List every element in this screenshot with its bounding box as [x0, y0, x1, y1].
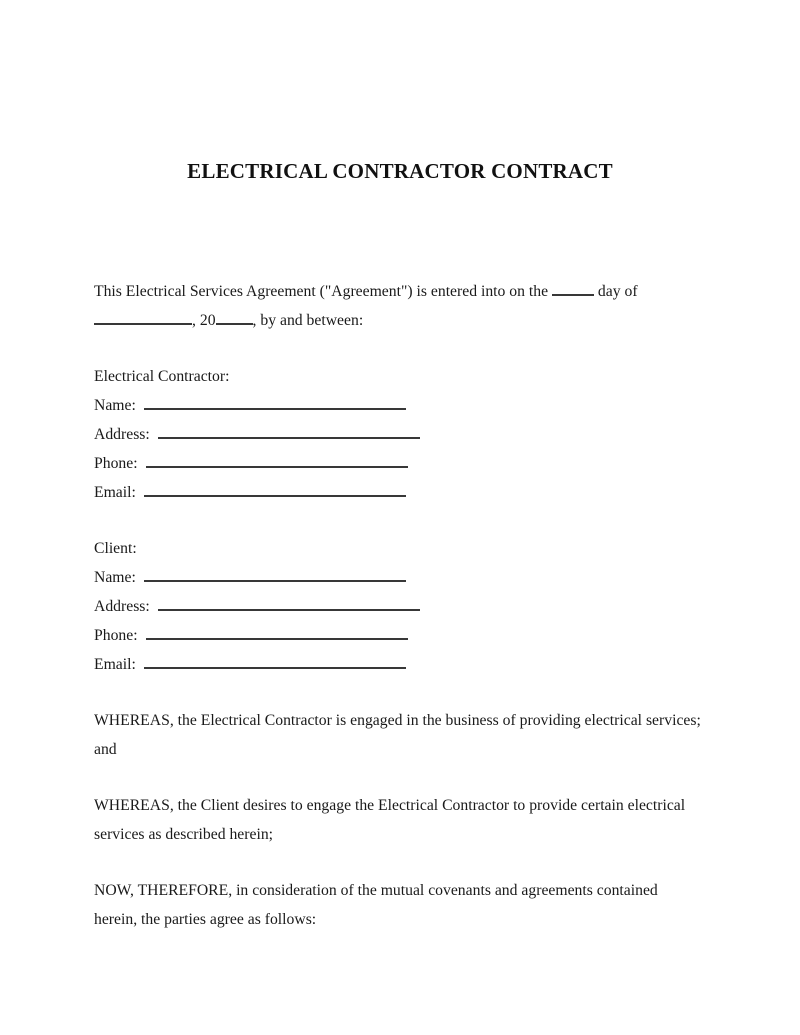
field-row [94, 563, 706, 592]
contractor-name-blank-line[interactable] [144, 396, 406, 410]
field-row [94, 391, 706, 420]
whereas-paragraph-2 [94, 791, 706, 849]
paragraph-line: and [94, 741, 117, 758]
paragraph-line: WHEREAS, the Client desires to engage the Electrical Contractor to provide certain electrical [94, 797, 686, 814]
contractor-section-heading: Electrical Contractor: [94, 368, 230, 385]
field-label: Email: [94, 656, 136, 673]
intro-paragraph [94, 277, 706, 335]
month-blank-line[interactable] [94, 311, 192, 325]
day-blank-line[interactable] [552, 282, 594, 296]
client-name-blank-line[interactable] [144, 568, 406, 582]
paragraph-line: NOW, THEREFORE, in consideration of the mutual covenants and agreements contained [94, 882, 658, 899]
client-address-blank-line[interactable] [158, 597, 420, 611]
field-label: Name: [94, 569, 136, 586]
field-row [94, 592, 706, 621]
intro-text-3: , 20 [192, 312, 216, 329]
paragraph-line: services as described herein; [94, 826, 274, 843]
intro-text-4: , by and between: [252, 312, 364, 329]
field-row [94, 478, 706, 507]
client-email-blank-line[interactable] [144, 655, 406, 669]
whereas-paragraph-1 [94, 706, 706, 764]
field-label: Email: [94, 484, 136, 501]
intro-text-1: This Electrical Services Agreement ("Agreement") is entered into on the [94, 283, 549, 300]
document-title: ELECTRICAL CONTRACTOR CONTRACT [187, 159, 613, 183]
contractor-phone-blank-line[interactable] [146, 454, 408, 468]
field-label: Address: [94, 598, 150, 615]
client-section [94, 534, 706, 679]
client-phone-blank-line[interactable] [146, 626, 408, 640]
paragraph-line: herein, the parties agree as follows: [94, 911, 317, 928]
contractor-section [94, 362, 706, 507]
contractor-address-blank-line[interactable] [158, 425, 420, 439]
year-blank-line[interactable] [216, 311, 253, 325]
field-label: Phone: [94, 455, 138, 472]
field-label: Address: [94, 426, 150, 443]
client-section-heading: Client: [94, 540, 137, 557]
field-row [94, 449, 706, 478]
now-therefore-paragraph [94, 876, 706, 934]
field-row [94, 621, 706, 650]
field-label: Name: [94, 397, 136, 414]
intro-text-2: day of [597, 283, 638, 300]
field-row [94, 650, 706, 679]
contractor-email-blank-line[interactable] [144, 483, 406, 497]
paragraph-line: WHEREAS, the Electrical Contractor is engaged in the business of providing electrical services; [94, 712, 701, 729]
field-label: Phone: [94, 627, 138, 644]
field-row [94, 420, 706, 449]
